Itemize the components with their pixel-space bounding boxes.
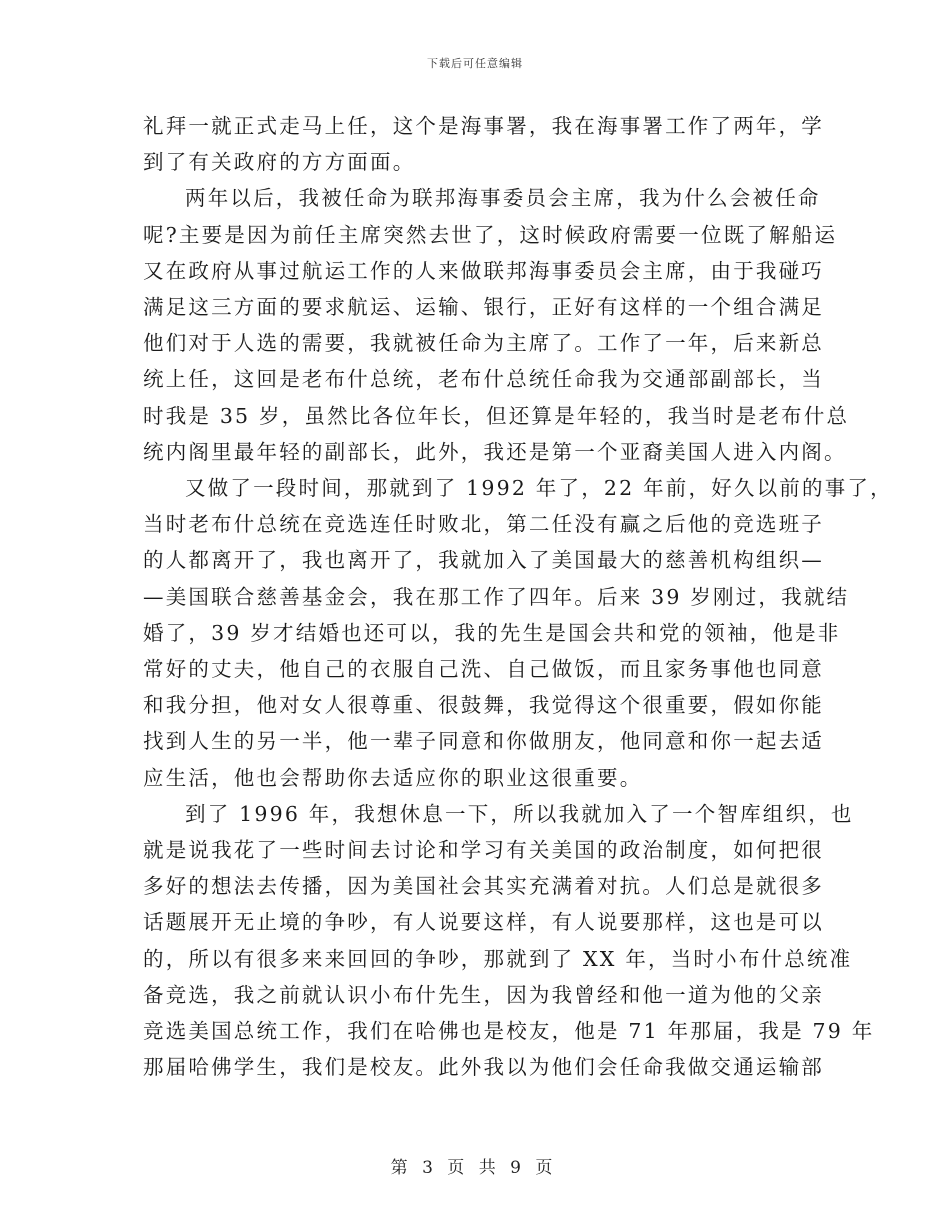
text-line: 满足这三方面的要求航运、运输、银行，正好有这样的一个组合满足 xyxy=(143,295,824,320)
current-page-number: 3 xyxy=(422,1158,433,1178)
text-line: —美国联合慈善基金会，我在那工作了四年。后来 39 岁刚过，我就结 xyxy=(143,584,850,609)
text-line: 的人都离开了，我也离开了，我就加入了美国最大的慈善机构组织— xyxy=(143,548,824,573)
text-line: 的，所以有很多来来回回的争吵，那就到了 XX 年，当时小布什总统准 xyxy=(143,946,853,971)
text-line: 两年以后，我被任命为联邦海事委员会主席，我为什么会被任命 xyxy=(185,186,821,211)
page-footer xyxy=(0,1153,950,1178)
total-label-suffix: 页 xyxy=(535,1158,553,1178)
text-line: 他们对于人选的需要，我就被任命为主席了。工作了一年，后来新总 xyxy=(143,331,824,356)
text-line: 到了 1996 年，我想休息一下，所以我就加入了一个智库组织，也 xyxy=(185,801,854,826)
text-line: 多好的想法去传播，因为美国社会其实充满着对抗。人们总是就很多 xyxy=(143,874,824,899)
text-line: 时我是 35 岁，虽然比各位年长，但还算是年轻的，我当时是老布什总 xyxy=(143,403,850,428)
text-line: 礼拜一就正式走马上任，这个是海事署，我在海事署工作了两年，学 xyxy=(143,114,824,138)
page-label-suffix: 页 xyxy=(447,1158,465,1178)
paragraph-3 xyxy=(143,470,893,796)
text-line: 又在政府从事过航运工作的人来做联邦海事委员会主席，由于我碰巧 xyxy=(143,258,824,283)
total-pages-number: 9 xyxy=(510,1158,521,1178)
text-line: 统内阁里最年轻的副部长，此外，我还是第一个亚裔美国人进入内阁。 xyxy=(143,439,847,464)
paragraph-1 xyxy=(143,108,823,180)
text-line: 那届哈佛学生，我们是校友。此外我以为他们会任命我做交通运输部 xyxy=(143,1055,824,1080)
text-line: 应生活，他也会帮助你去适应你的职业这很重要。 xyxy=(143,765,643,790)
text-line: 统上任，这回是老布什总统，老布什总统任命我为交通部副部长，当 xyxy=(143,367,824,392)
text-line: 到了有关政府的方方面面。 xyxy=(143,150,416,175)
text-line: 话题展开无止境的争吵，有人说要这样，有人说要那样，这也是可以 xyxy=(143,910,824,935)
text-line: 找到人生的另一半，他一辈子同意和你做朋友，他同意和你一起去适 xyxy=(143,729,824,754)
text-line: 又做了一段时间，那就到了 1992 年了，22 年前，好久以前的事了， xyxy=(185,476,893,501)
page-label-prefix: 第 xyxy=(390,1158,408,1178)
text-line: 婚了，39 岁才结婚也还可以，我的先生是国会共和党的领袖，他是非 xyxy=(143,620,841,645)
text-line: 当时老布什总统在竞选连任时败北，第二任没有赢之后他的竞选班子 xyxy=(143,512,824,537)
total-label-prefix: 共 xyxy=(478,1158,496,1178)
text-line: 就是说我花了一些时间去讨论和学习有关美国的政治制度，如何把很 xyxy=(143,838,824,863)
text-line: 呢?主要是因为前任主席突然去世了，这时候政府需要一位既了解船运 xyxy=(143,222,838,247)
text-line: 和我分担，他对女人很尊重、很鼓舞，我觉得这个很重要，假如你能 xyxy=(143,693,824,718)
text-line: 常好的丈夫，他自己的衣服自己洗、自己做饭，而且家务事他也同意 xyxy=(143,657,824,682)
document-body xyxy=(143,108,893,1085)
text-line: 备竞选，我之前就认识小布什先生，因为我曾经和他一道为他的父亲 xyxy=(143,982,824,1007)
paragraph-4 xyxy=(143,796,875,1086)
text-line: 竞选美国总统工作，我们在哈佛也是校友，他是 71 年那届，我是 79 年 xyxy=(143,1019,875,1044)
paragraph-2 xyxy=(143,180,850,470)
page-header: 下载后可任意编辑 xyxy=(427,57,523,70)
